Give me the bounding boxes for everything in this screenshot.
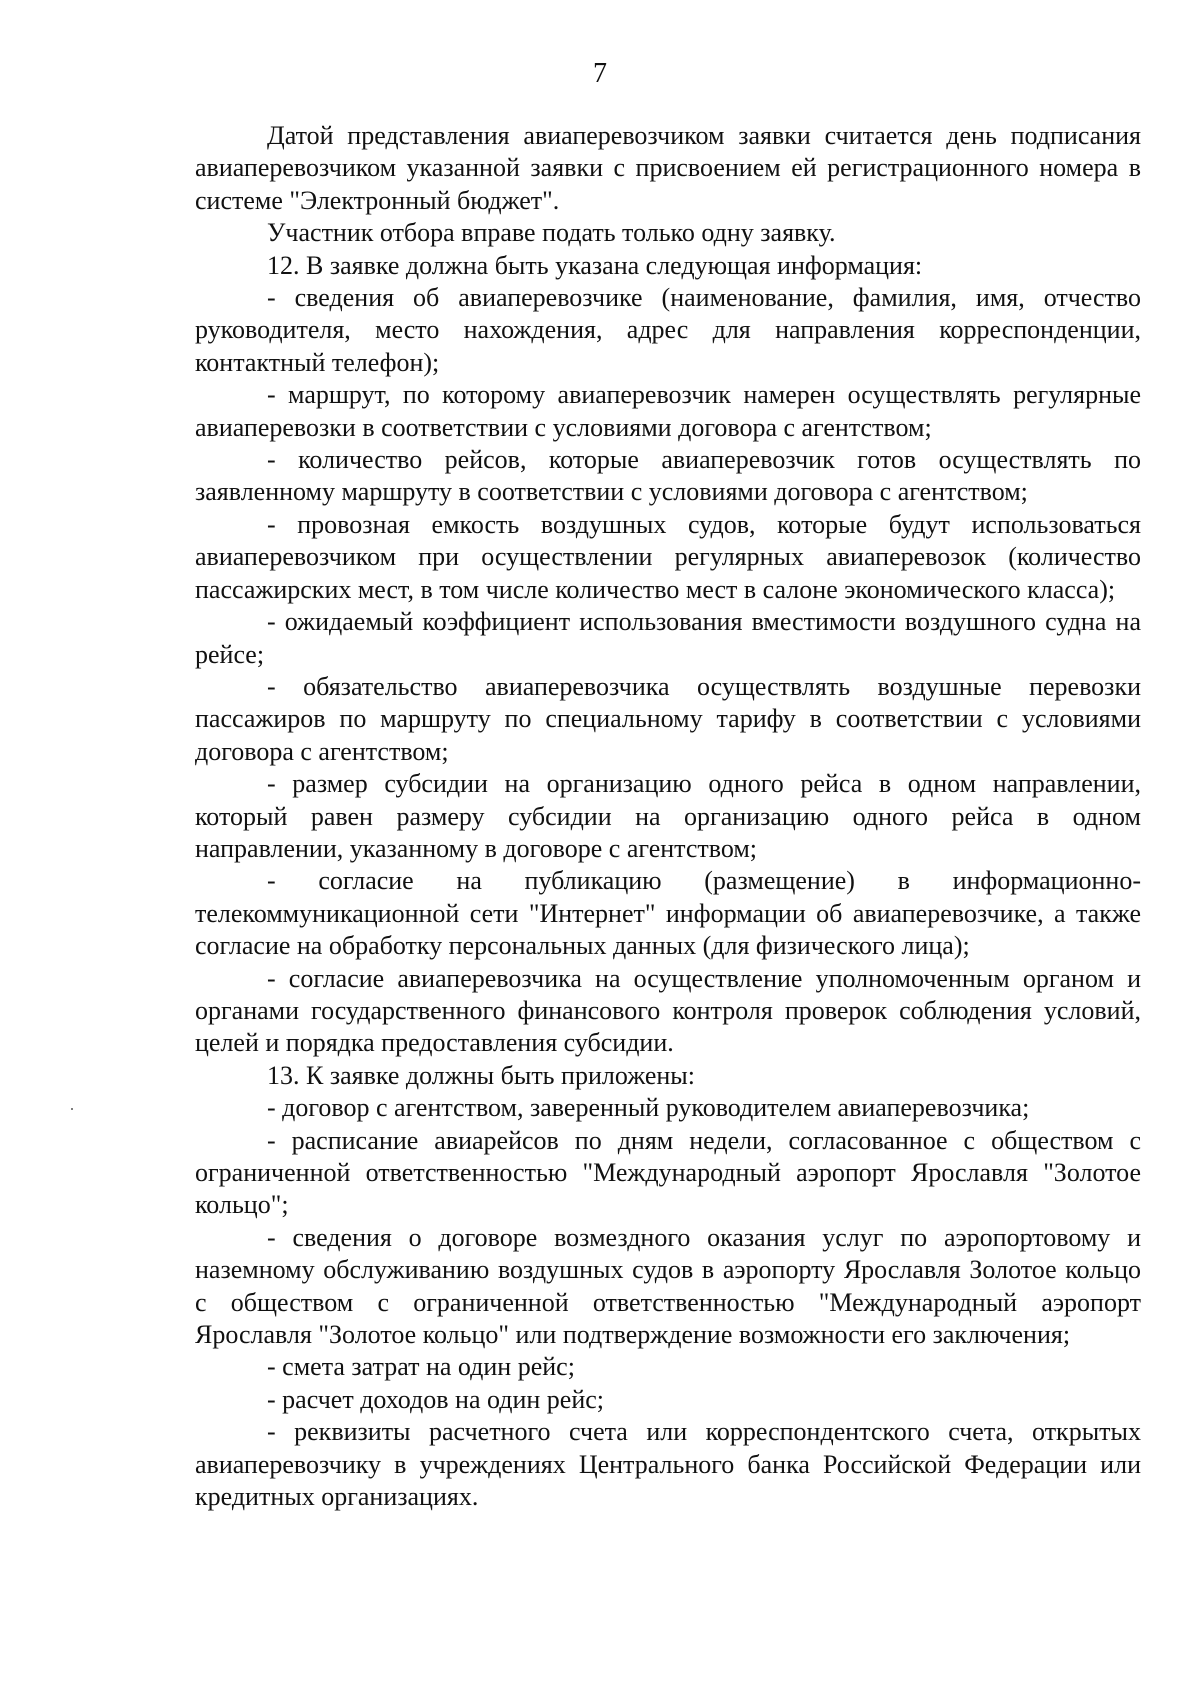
- page-number: 7: [593, 58, 607, 89]
- list-item: - смета затрат на один рейс;: [267, 1352, 575, 1382]
- list-item: - расчет доходов на один рейс;: [267, 1384, 605, 1414]
- paragraph-item-13-heading: 13. К заявке должны быть приложены:: [267, 1060, 695, 1090]
- list-item: - реквизиты расчетного счета или корреспондентского счета, открытых авиаперевозчику в учреждениях Центрального банка Российской Федерации или кредитных организациях.: [195, 1417, 1141, 1512]
- list-item: - согласие авиаперевозчика на осуществление уполномоченным органом и органами государственного финансового контроля проверок соблюдения условий, целей и порядка предоставления субсидии.: [195, 963, 1141, 1058]
- list-item: - сведения о договоре возмездного оказания услуг по аэропортовому и наземному обслуживанию воздушных судов в аэропорту Ярославля Золотое кольцо с обществом с ограниченной ответственностью "Международный аэропорт Ярославля "Золотое кольцо" или подтверждение возможности его заключения;: [195, 1222, 1141, 1350]
- list-item: - договор с агентством, заверенный руководителем авиаперевозчика;: [267, 1093, 1030, 1123]
- document-body: [195, 120, 1141, 1513]
- paragraph-single-application: Участник отбора вправе подать только одну заявку.: [267, 218, 836, 248]
- list-item: - ожидаемый коэффициент использования вместимости воздушного судна на рейсе;: [195, 607, 1141, 669]
- list-item: - провозная емкость воздушных судов, которые будут использоваться авиаперевозчиком при осуществлении регулярных авиаперевозок (количество пассажирских мест, в том числе количество мест в салоне экономического класса);: [195, 509, 1141, 604]
- list-item: - согласие на публикацию (размещение) в информационно-телекоммуникационной сети "Интернет" информации об авиаперевозчике, а также согласие на обработку персональных данных (для физического лица);: [195, 866, 1141, 961]
- list-item: - обязательство авиаперевозчика осуществлять воздушные перевозки пассажиров по маршруту по специальному тарифу в соответствии с условиями договора с агентством;: [195, 671, 1141, 766]
- paragraph-item-12-heading: 12. В заявке должна быть указана следующая информация:: [267, 250, 923, 280]
- paragraph-application-date: Датой представления авиаперевозчиком заявки считается день подписания авиаперевозчиком указанной заявки с присвоением ей регистрационного номера в системе "Электронный бюджет".: [195, 121, 1141, 215]
- scan-speck: [71, 1108, 73, 1110]
- list-item: - размер субсидии на организацию одного рейса в одном направлении, который равен размеру субсидии на организацию одного рейса в одном направлении, указанному в договоре с агентством;: [195, 769, 1141, 863]
- list-item: - расписание авиарейсов по дням недели, согласованное с обществом с ограниченной ответственностью "Международный аэропорт Ярославля "Золотое кольцо";: [195, 1125, 1141, 1220]
- list-item: - сведения об авиаперевозчике (наименование, фамилия, имя, отчество руководителя, место нахождения, адрес для направления корреспонденции, контактный телефон);: [195, 283, 1141, 377]
- list-item: - количество рейсов, которые авиаперевозчик готов осуществлять по заявленному маршруту в соответствии с условиями договора с агентством;: [195, 445, 1141, 507]
- list-item: - маршрут, по которому авиаперевозчик намерен осуществлять регулярные авиаперевозки в соответствии с условиями договора с агентством;: [195, 380, 1141, 442]
